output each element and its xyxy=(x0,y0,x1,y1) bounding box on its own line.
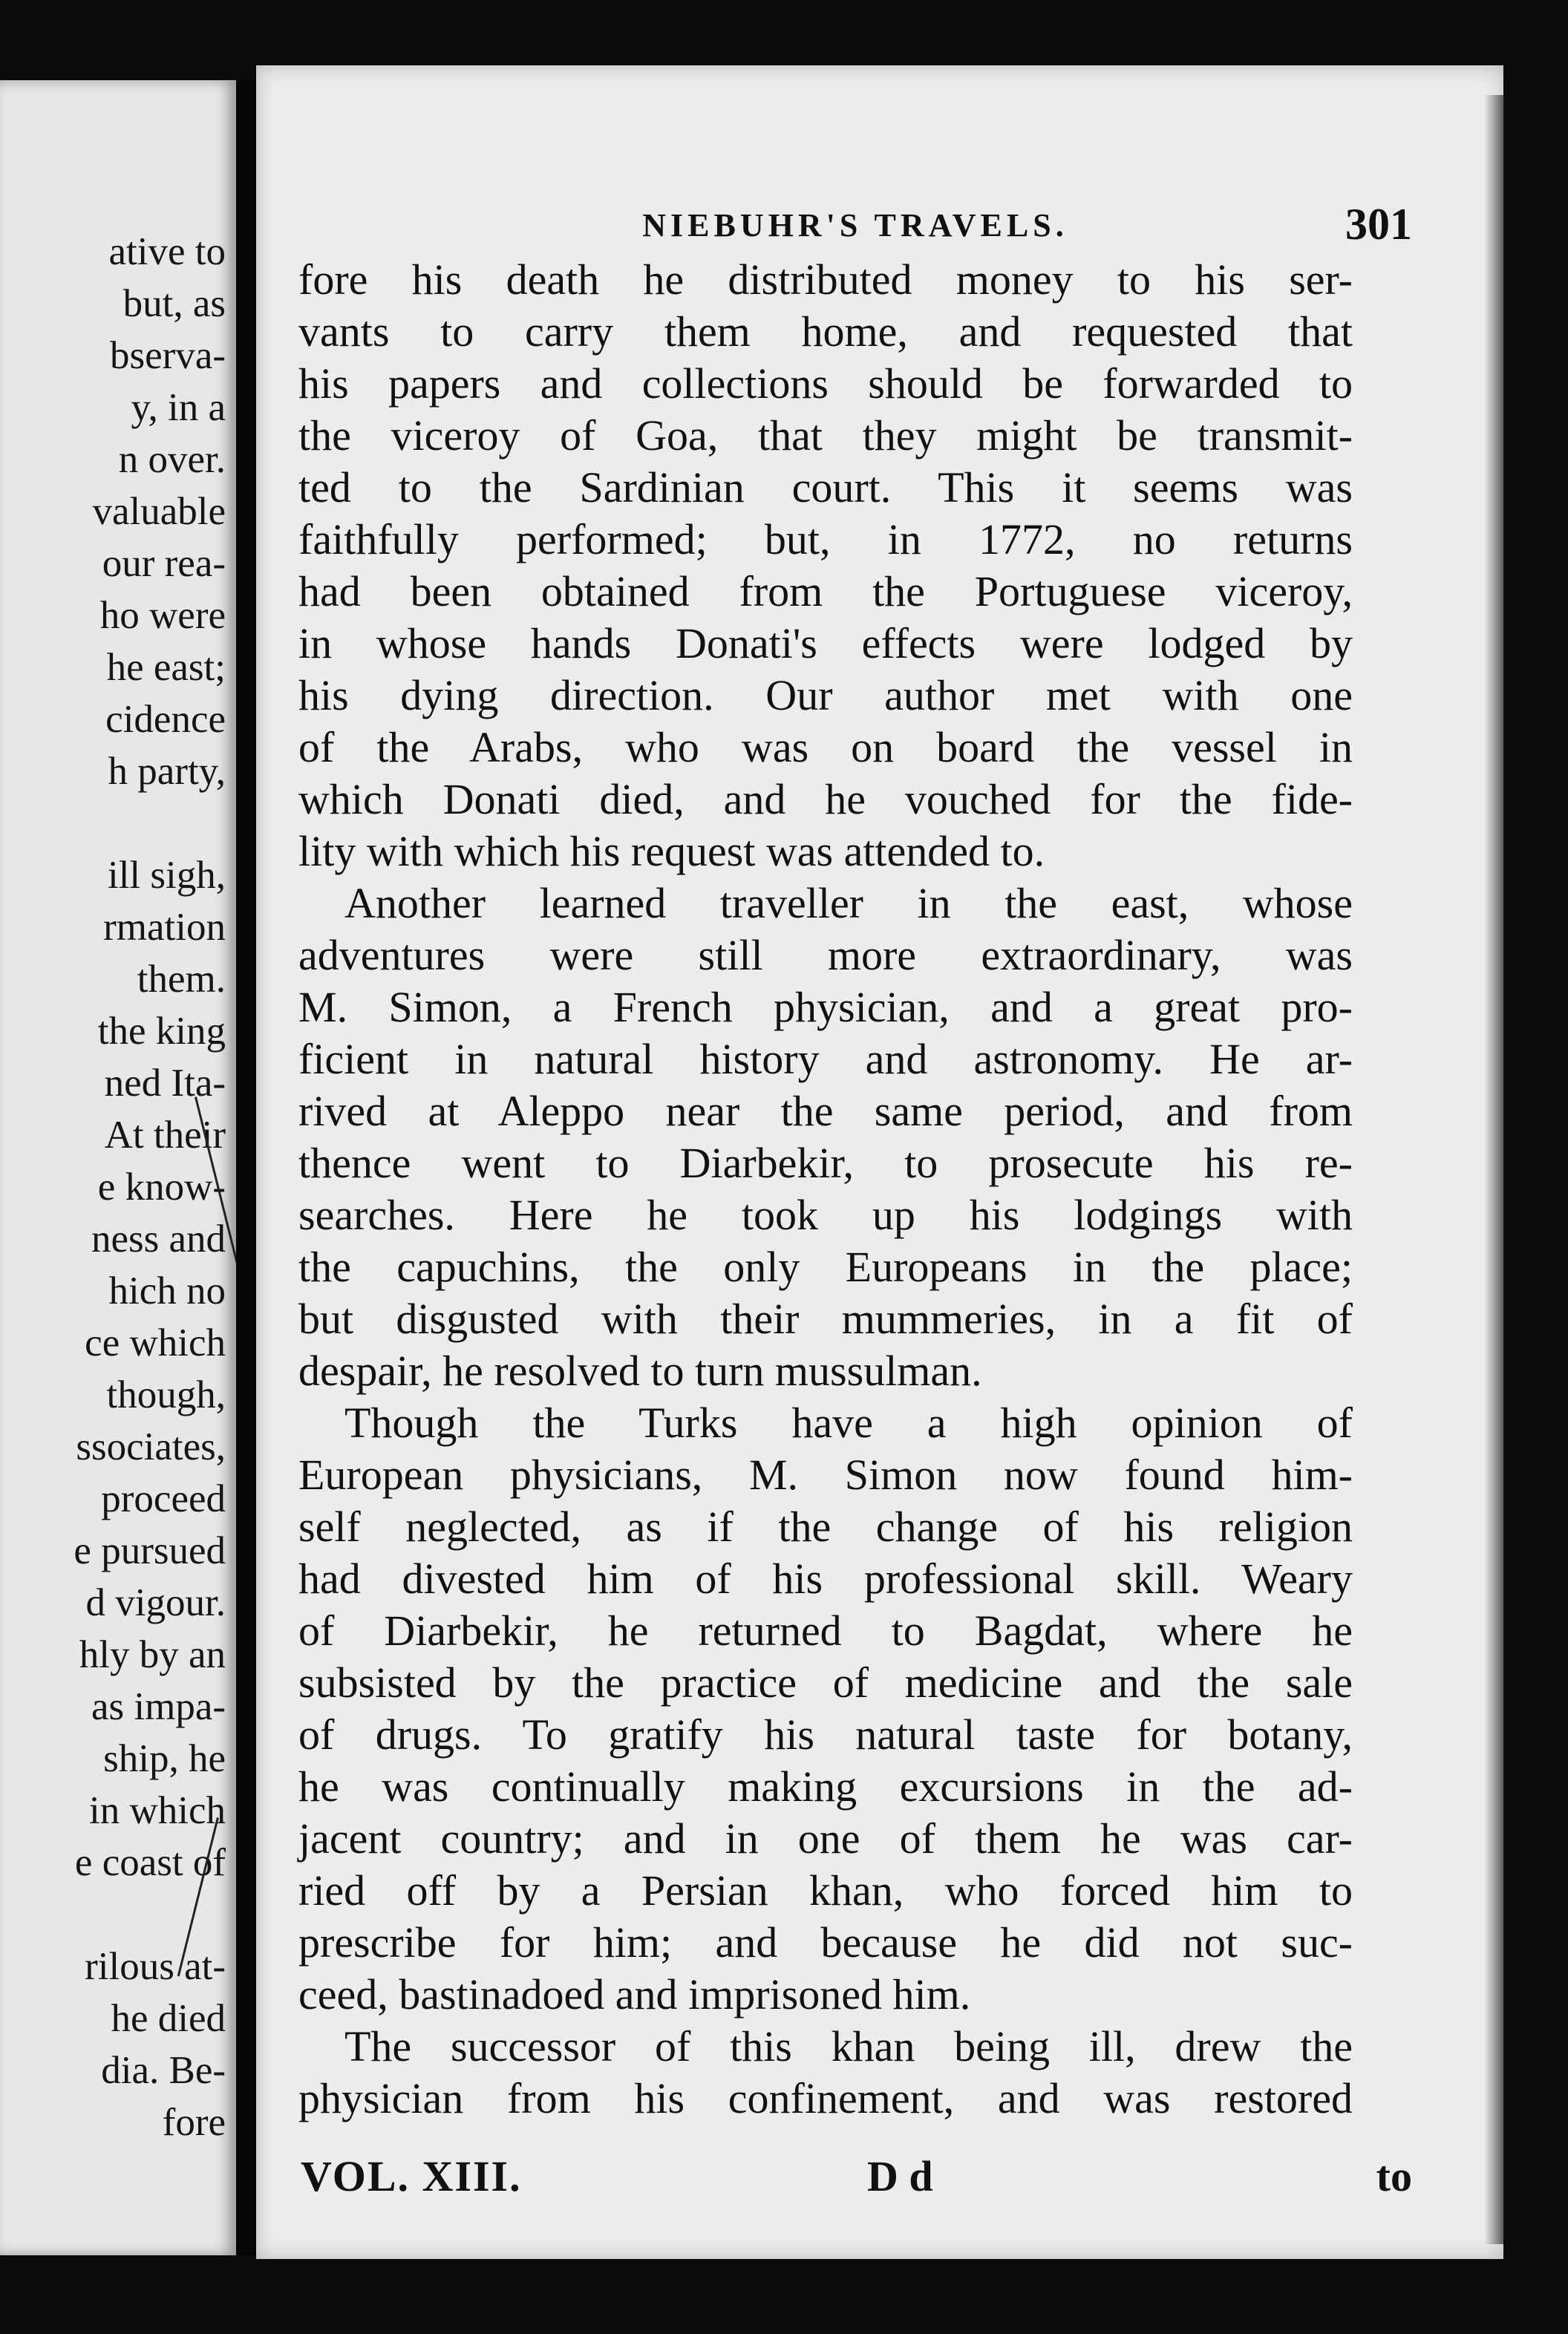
left-page-fragment: ill sigh, xyxy=(107,854,226,897)
left-page-fragment: cidence xyxy=(105,698,226,741)
left-page-fragment: ned Ita- xyxy=(104,1062,226,1105)
left-page-fragment: ce which xyxy=(85,1321,226,1364)
text-line: rived at Aleppo near the same period, and from xyxy=(298,1087,1353,1135)
left-page-fragment: bserva- xyxy=(110,334,226,377)
text-line: The successor of this khan being ill, drew the xyxy=(344,2022,1353,2070)
text-line: M. Simon, a French physician, and a great pro- xyxy=(298,983,1353,1031)
left-page-fragment: ho were xyxy=(99,594,226,637)
page-number: 301 xyxy=(1345,200,1412,249)
text-line: vants to carry them home, and requested that xyxy=(298,307,1353,356)
running-head xyxy=(298,199,1412,251)
left-page-fragment: d vigour. xyxy=(85,1581,226,1624)
text-line: prescribe for him; and because he did not suc- xyxy=(298,1918,1353,1967)
left-page-fragment: e pursued xyxy=(74,1529,226,1572)
left-page xyxy=(0,80,236,2255)
text-line: ted to the Sardinian court. This it seems was xyxy=(298,463,1353,511)
signature-mark: D d xyxy=(867,2152,933,2200)
text-line: faithfully performed; but, in 1772, no returns xyxy=(298,515,1353,563)
left-page-fragment: At their xyxy=(104,1114,226,1157)
text-line: had been obtained from the Portuguese viceroy, xyxy=(298,567,1353,615)
left-page-fragment: rilous at- xyxy=(85,1945,226,1988)
text-line: searches. Here he took up his lodgings with xyxy=(298,1191,1353,1239)
left-page-fragment: in which xyxy=(89,1789,226,1832)
left-page-fragment: rmation xyxy=(103,906,226,949)
text-line: but disgusted with their mummeries, in a fit of xyxy=(298,1295,1353,1343)
text-line: thence went to Diarbekir, to prosecute his re- xyxy=(298,1139,1353,1187)
running-title: NIEBUHR'S TRAVELS. xyxy=(642,207,1068,243)
left-page-fragment: hich no xyxy=(108,1269,226,1313)
left-page-fragment: h party, xyxy=(108,750,226,793)
left-page-fragment: ative to xyxy=(108,230,226,273)
volume-number: VOL. XIII. xyxy=(301,2152,522,2200)
text-line: of drugs. To gratify his natural taste for botany, xyxy=(298,1710,1353,1759)
text-line: in whose hands Donati's effects were lodged by xyxy=(298,619,1353,667)
text-line: Another learned traveller in the east, whose xyxy=(344,879,1353,927)
page-footer xyxy=(298,2151,1412,2211)
text-line: lity with which his request was attended to. xyxy=(298,827,1045,875)
text-line: had divested him of his professional skill. Weary xyxy=(298,1555,1353,1603)
text-line: of the Arabs, who was on board the vessel in xyxy=(298,723,1353,771)
left-page-fragment: dia. Be- xyxy=(101,2049,226,2092)
left-page-fragment: he east; xyxy=(106,646,226,689)
text-line: his dying direction. Our author met with one xyxy=(298,671,1353,719)
right-page xyxy=(256,65,1503,2259)
text-line: despair, he resolved to turn mussulman. xyxy=(298,1347,982,1395)
text-line: the viceroy of Goa, that they might be transmit- xyxy=(298,411,1353,460)
body-text xyxy=(298,254,1353,2125)
left-page-fragment: our rea- xyxy=(102,542,226,585)
left-page-fragment: them. xyxy=(137,958,226,1001)
text-line: jacent country; and in one of them he was car- xyxy=(298,1814,1353,1863)
left-page-fragment: ness and xyxy=(91,1217,226,1261)
left-page-fragment: n over. xyxy=(118,438,226,481)
text-line: his papers and collections should be forwarded to xyxy=(298,359,1353,408)
left-page-fragment: as impa- xyxy=(91,1685,226,1728)
text-line: ceed, bastinadoed and imprisoned him. xyxy=(298,1970,971,2018)
left-page-fragment: hly by an xyxy=(79,1633,226,1676)
text-line: European physicians, M. Simon now found him- xyxy=(298,1451,1353,1499)
text-line: the capuchins, the only Europeans in the place; xyxy=(298,1243,1353,1291)
text-line: which Donati died, and he vouched for the fide- xyxy=(298,775,1353,823)
text-line: fore his death he distributed money to his ser- xyxy=(298,255,1353,304)
left-page-fragment: but, as xyxy=(122,282,226,325)
text-line: he was continually making excursions in the ad- xyxy=(298,1762,1353,1811)
left-page-fragment: ssociates, xyxy=(76,1425,226,1468)
text-line: subsisted by the practice of medicine and the sale xyxy=(298,1658,1353,1707)
text-line: of Diarbekir, he returned to Bagdat, where he xyxy=(298,1606,1353,1655)
left-page-fragment: e know- xyxy=(97,1166,226,1209)
left-page-fragment: y, in a xyxy=(131,386,226,429)
left-page-fragment: valuable xyxy=(92,490,226,533)
left-page-fragment: ship, he xyxy=(103,1737,226,1780)
text-line: ried off by a Persian khan, who forced him to xyxy=(298,1866,1353,1915)
left-page-fragment: e coast of xyxy=(74,1841,226,1884)
catchword: to xyxy=(1376,2152,1412,2200)
left-page-fragment: though, xyxy=(106,1373,226,1416)
text-line: adventures were still more extraordinary, was xyxy=(298,931,1353,979)
left-page-fragment: proceed xyxy=(101,1477,226,1520)
text-line: Though the Turks have a high opinion of xyxy=(344,1399,1353,1447)
text-line: self neglected, as if the change of his religion xyxy=(298,1503,1353,1551)
left-page-fragment: fore xyxy=(162,2101,226,2144)
text-line: ficient in natural history and astronomy. He ar- xyxy=(298,1035,1353,1083)
left-page-fragment: the king xyxy=(97,1010,226,1053)
text-line: physician from his confinement, and was restored xyxy=(298,2074,1353,2122)
left-page-fragment: he died xyxy=(111,1997,226,2040)
